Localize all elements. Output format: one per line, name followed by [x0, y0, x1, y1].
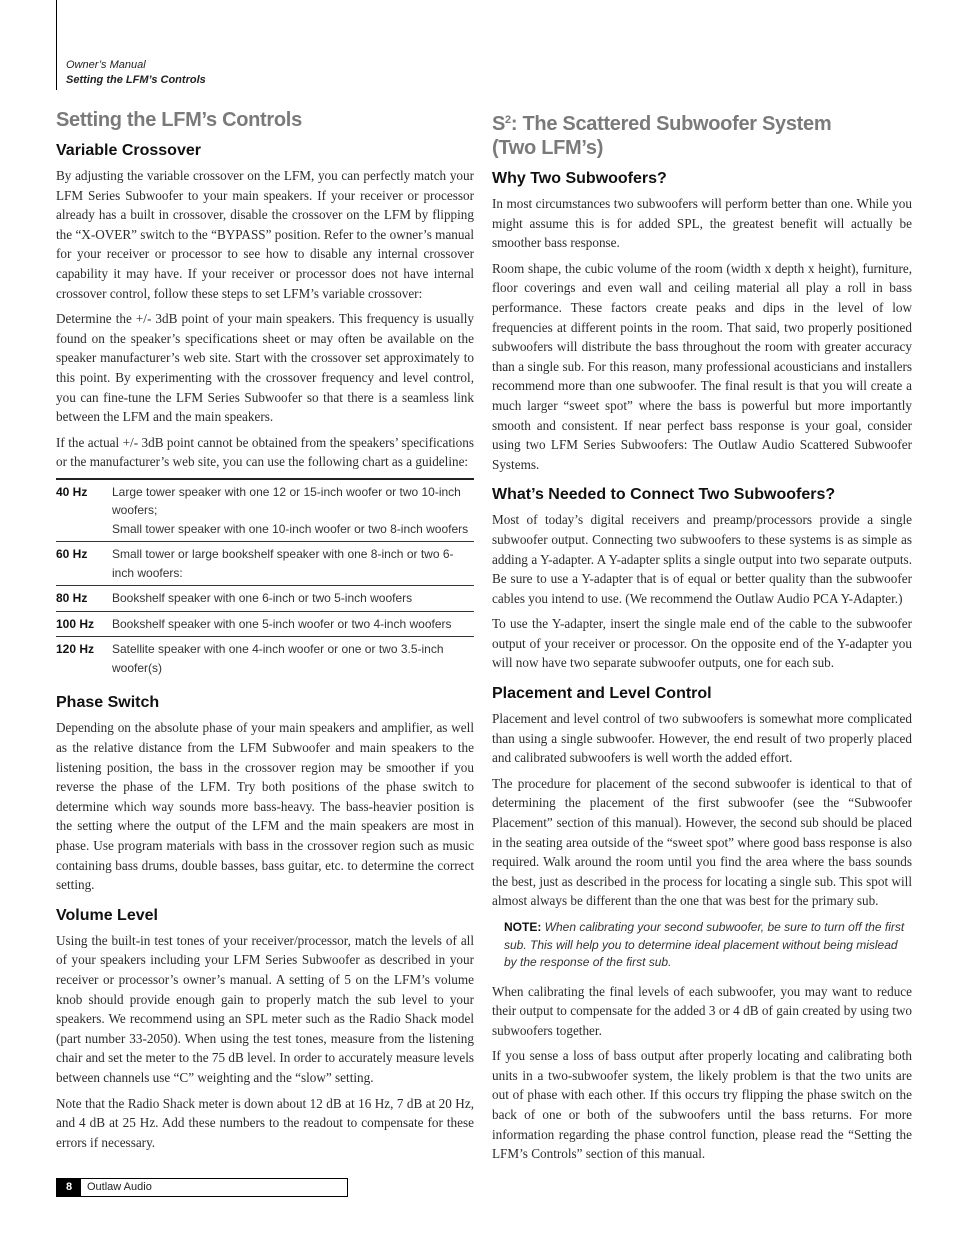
table-row	[56, 586, 474, 612]
why-paragraph-1: In most circumstances two subwoofers will perform better than one. While you might assume this is for added SPL, the greatest benefit will actually be smoother bass response.	[492, 196, 912, 251]
volume-paragraph-2: Note that the Radio Shack meter is down about 12 dB at 16 Hz, 7 dB at 20 Hz, and 4 dB at 25 Hz. Add these numbers to the readout to compensate for these errors if necessary.	[56, 1095, 474, 1150]
table-row	[56, 611, 474, 637]
frequency-cell: 80 Hz	[56, 591, 88, 606]
needed-paragraph-2: To use the Y-adapter, insert the single male end of the cable to the subwoofer output of your receiver or processor. On the opposite end of the Y-adapter you will now have two separate subwoofer outputs, one for each sub.	[492, 616, 912, 671]
frequency-cell: 40 Hz	[56, 484, 88, 499]
why-heading: Why Two Subwoofers?	[492, 170, 667, 187]
crossover-paragraph-1: By adjusting the variable crossover on the LFM, you can perfectly match your LFM Series Subwoofer to your main speakers. If your receiver or processor already has a built in crossover, disable the crossover on the LFM by flipping the “X-OVER” switch to the “BYPASS” position. Refer to the owner’s manual for your receiver or processor to see how to disable any internal crossover capability it may have. If your receiver or processor does not have internal crossover control, follow these steps to set LFM’s variable crossover:	[56, 168, 474, 301]
needed-heading: What’s Needed to Connect Two Subwoofers?	[492, 486, 836, 504]
volume-heading: Volume Level	[56, 906, 158, 924]
needed-paragraph-1: Most of today’s digital receivers and preamp/processors provide a single subwoofer output. Connecting two subwoofers to these systems is as simple as adding a Y-adapter. A Y-adapter splits a single output into two separate outputs. Be sure to use a Y-adapter that is of equal or better quality than the subwoofer cables you intend to use. (We recommend the Outlaw Audio PCA Y-Adapter.)	[492, 512, 912, 606]
description-line: Large tower speaker with one 12 or 15-inch woofer or two 10-inch woofers;	[112, 484, 461, 518]
footer-brand: Outlaw Audio	[87, 1181, 152, 1193]
placement-paragraph-3: When calibrating the final levels of each subwoofer, you may want to reduce their output to compensate for the added 3 or 4 dB of gain created by using two subwoofers together.	[492, 983, 912, 1038]
phase-heading: Phase Switch	[56, 694, 160, 712]
section-title-line2: (Two LFM’s)	[492, 137, 604, 159]
running-header-section: Setting the LFM’s Controls	[66, 74, 206, 86]
description-cell: Satellite speaker with one 4-inch woofer or one or two 3.5-inch woofer(s)	[112, 642, 444, 675]
running-header	[66, 58, 206, 88]
note-label: NOTE:	[504, 920, 542, 934]
crossover-chart	[56, 478, 474, 681]
note-text: When calibrating your second subwoofer, be sure to turn off the first sub. This will help you to determine ideal placement without being mislead by the response of the first sub.	[504, 920, 905, 969]
table-row	[56, 542, 474, 586]
section-title-rest: : The Scattered Subwoofer System	[510, 113, 832, 135]
page-footer	[56, 1178, 348, 1197]
section-title-s: S	[492, 113, 506, 135]
right-column	[492, 108, 912, 1170]
description-cell: Small tower or large bookshelf speaker with one 8-inch or two 6-inch woofers:	[112, 547, 454, 580]
description-cell: Bookshelf speaker with one 5-inch woofer or two 4-inch woofers	[112, 616, 452, 631]
placement-paragraph-2: The procedure for placement of the second subwoofer is identical to that of determining the placement of the first subwoofer (see the “Subwoofer Placement” section of this manual). However, the second sub should be placed in the seating area outside of the “sweet spot” where good bass response is also required. Walk around the room until you find the area where the bass sounds the best, just as described in the process for locating a single sub. This spot will almost always be different than the one that was best for the primary sub.	[492, 775, 912, 909]
table-row	[56, 637, 474, 681]
description-cell	[112, 479, 474, 542]
running-header-manual: Owner’s Manual	[66, 59, 146, 71]
page-title: Setting the LFM’s Controls	[56, 109, 302, 131]
frequency-cell: 120 Hz	[56, 642, 95, 657]
description-line: Small tower speaker with one 10-inch woofer or two 8-inch woofers	[112, 521, 469, 536]
why-paragraph-2: Room shape, the cubic volume of the room (width x depth x height), furniture, floor coverings and even wall and ceiling material all play a roll in bass performance. These factors create peaks and dips in the level of low frequencies at different points in the room. That said, two properly positioned subwoofers will distribute the bass throughout the room with greater accuracy than a single sub. For this reason, many professional acousticians and installers recommend more than one subwoofer. The final result is that you will create a much larger “sweet spot” where the bass is powerful but more importantly smooth and consistent. If near perfect bass response is your goal, consider using two LFM Series Subwoofers: The Outlaw Audio Scattered Subwoofer Systems.	[492, 260, 912, 472]
note-callout	[504, 919, 912, 972]
frequency-cell: 60 Hz	[56, 547, 88, 562]
left-column	[56, 108, 474, 1158]
volume-paragraph-1: Using the built-in test tones of your receiver/processor, match the levels of all of your speakers including your LFM Series Subwoofer as described in your receiver or processor’s owner’s manual. A setting of 5 on the LFM’s volume knob should provide enough gain to properly match the sub level to your speakers. We recommend using an SPL meter such as the Radio Shack model (part number 33-2050). When using the test tones, measure from the listening chair and set the meter to the 75 dB level. In order to accurately measure levels between channels use “C” weighting and the “slow” setting.	[56, 932, 474, 1085]
margin-rule	[56, 0, 57, 90]
crossover-paragraph-3: If the actual +/- 3dB point cannot be obtained from the speakers’ specifications or the manufacturer’s web site, you can use the following chart as a guideline:	[56, 434, 474, 470]
table-row	[56, 479, 474, 542]
crossover-paragraph-2: Determine the +/- 3dB point of your main speakers. This frequency is usually found on the speaker’s specifications sheet or may often be available on the speaker manufacturer’s web site. Start with the crossover set approximately to this point. By experimenting with the crossover frequency and level control, you can fine-tune the LFM Series Subwoofer so that there is a seamless link between the LFM and the main speakers.	[56, 311, 474, 425]
section-title	[492, 108, 912, 160]
section-title-superscript: 2	[505, 114, 511, 126]
placement-paragraph-1: Placement and level control of two subwoofers is somewhat more complicated than using a single subwoofer. However, the end result of two properly placed and calibrated subwoofers is well worth the added effort.	[492, 711, 912, 766]
frequency-cell: 100 Hz	[56, 616, 95, 631]
placement-paragraph-4: If you sense a loss of bass output after properly locating and calibrating both units in a two-subwoofer system, the likely problem is that the two units are out of phase with each other. If this occurs try flipping the phase switch on the back of one or both of the subwoofers until the bass returns. For more information regarding the phase control function, please read the “Setting the LFM’s Controls” section of this manual.	[492, 1048, 912, 1162]
page-number: 8	[57, 1179, 81, 1196]
phase-paragraph: Depending on the absolute phase of your main speakers and amplifier, as well as the relative distance from the LFM Subwoofer and main speakers to the listening position, the bass in the crossover region may be smoother if you reverse the phase of the LFM. Try both positions of the phase switch to determine which way sounds more bass-heavy. The bass-heavier position is the setting where the output of the LFM and the main speakers are most in phase. Use program materials with bass in the crossover region such as music containing bass drums, double basses, bass guitar, etc. to determine the correct setting.	[56, 720, 474, 893]
crossover-heading: Variable Crossover	[56, 142, 201, 159]
description-cell: Bookshelf speaker with one 6-inch or two 5-inch woofers	[112, 591, 413, 606]
placement-heading: Placement and Level Control	[492, 685, 712, 703]
